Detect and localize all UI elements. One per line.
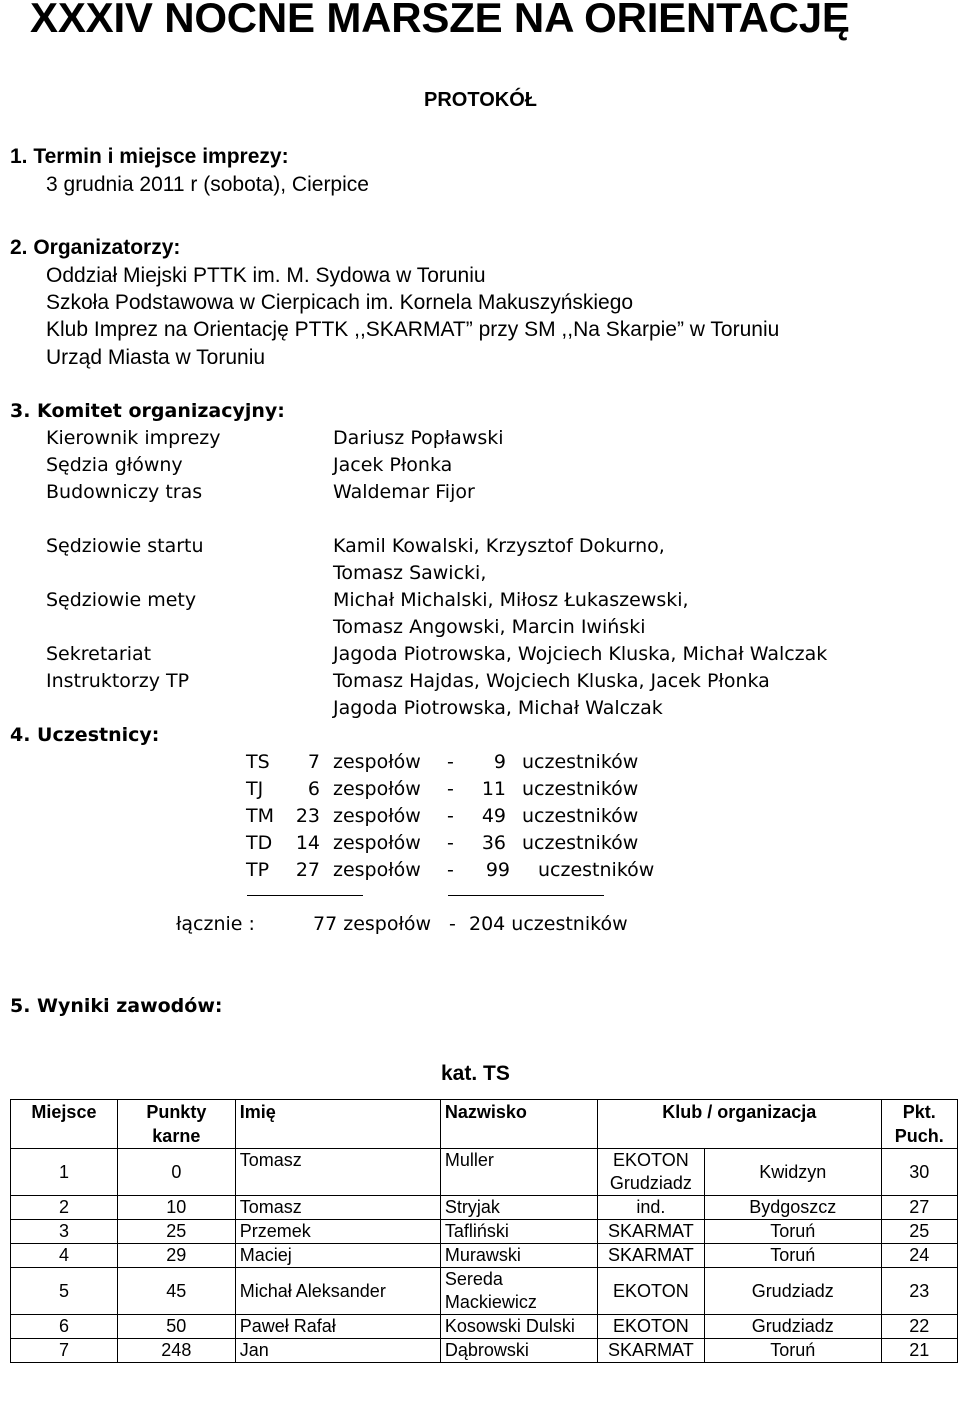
cell-cup-points: 25 — [881, 1220, 957, 1244]
cell-city: Toruń — [704, 1220, 881, 1244]
participant-dash: - — [447, 859, 454, 881]
participant-people: 49 — [481, 805, 506, 827]
participant-people: 36 — [481, 832, 506, 854]
total-teams: 77 zespołów — [313, 913, 432, 935]
cell-first-name: Tomasz — [235, 1149, 440, 1196]
cell-cup-points: 27 — [881, 1196, 957, 1220]
cell-last-name: Muller — [440, 1149, 597, 1196]
role-names: Michał Michalski, Miłosz Łukaszewski, — [333, 589, 689, 611]
participant-teams-word: zespołów — [333, 778, 421, 800]
role-names: Tomasz Hajdas, Wojciech Kluska, Jacek Płonka — [333, 670, 770, 692]
cell-cup-points: 24 — [881, 1244, 957, 1268]
header-place: Miejsce — [11, 1100, 118, 1149]
cell-club: SKARMAT — [597, 1220, 704, 1244]
sum-rule — [448, 895, 604, 896]
event-date: 3 grudnia 2011 r (sobota), Cierpice — [46, 173, 369, 196]
organizer-line: Szkoła Podstawowa w Cierpicach im. Kornela Makuszyńskiego — [46, 291, 634, 314]
table-row — [11, 1220, 958, 1244]
organizer-line: Klub Imprez na Orientację PTTK ,,SKARMAT” przy SM ,,Na Skarpie” w Toruniu — [46, 318, 780, 341]
participant-teams-word: zespołów — [333, 751, 421, 773]
role-names: Kamil Kowalski, Krzysztof Dokurno, — [333, 535, 665, 557]
total-dash: - — [449, 913, 456, 935]
cell-first-name: Jan — [235, 1339, 440, 1363]
role-names: Jacek Płonka — [333, 454, 453, 476]
participant-category: TP — [246, 859, 270, 881]
cell-last-name: Stryjak — [440, 1196, 597, 1220]
cell-club: EKOTON — [597, 1268, 704, 1315]
participant-teams-word: zespołów — [333, 859, 421, 881]
cell-place: 5 — [11, 1268, 118, 1315]
participant-teams: 6 — [307, 778, 320, 800]
cell-cup-points: 21 — [881, 1339, 957, 1363]
section-4-heading: 4. Uczestnicy: — [10, 724, 160, 746]
cell-city: Toruń — [704, 1244, 881, 1268]
cell-last-name: Dąbrowski — [440, 1339, 597, 1363]
role-names: Tomasz Angowski, Marcin Iwiński — [333, 616, 646, 638]
table-row — [11, 1149, 958, 1196]
participant-category: TJ — [246, 778, 264, 800]
cell-city: Grudziadz — [704, 1268, 881, 1315]
section-1-heading: 1. Termin i miejsce imprezy: — [10, 145, 289, 168]
cell-last-name: Kosowski Dulski — [440, 1315, 597, 1339]
role-label: Budowniczy tras — [46, 481, 203, 503]
participant-people-word: uczestników — [522, 832, 639, 854]
role-label: Instruktorzy TP — [46, 670, 190, 692]
participant-people-word: uczestników — [522, 778, 639, 800]
cell-city: Bydgoszcz — [704, 1196, 881, 1220]
participant-dash: - — [447, 805, 454, 827]
category-heading: kat. TS — [441, 1062, 510, 1085]
role-label: Sędziowie mety — [46, 589, 197, 611]
participant-people-word: uczestników — [538, 859, 655, 881]
participant-teams: 27 — [295, 859, 320, 881]
table-header-row — [11, 1100, 958, 1149]
cell-place: 4 — [11, 1244, 118, 1268]
cell-cup-points: 23 — [881, 1268, 957, 1315]
participant-category: TD — [246, 832, 273, 854]
section-2-heading: 2. Organizatorzy: — [10, 236, 181, 259]
cell-club: SKARMAT — [597, 1244, 704, 1268]
cell-place: 2 — [11, 1196, 118, 1220]
cell-last-name: Tafliński — [440, 1220, 597, 1244]
organizer-line: Urząd Miasta w Toruniu — [46, 346, 266, 369]
protocol-heading: PROTOKÓŁ — [424, 89, 537, 111]
cell-points: 10 — [117, 1196, 235, 1220]
cell-place: 6 — [11, 1315, 118, 1339]
role-names: Dariusz Popławski — [333, 427, 504, 449]
cell-last-name: Sereda Mackiewicz — [440, 1268, 597, 1315]
results-table — [10, 1099, 958, 1363]
role-names: Tomasz Sawicki, — [333, 562, 487, 584]
participant-people: 11 — [481, 778, 506, 800]
participant-people-word: uczestników — [522, 805, 639, 827]
participant-teams: 7 — [307, 751, 320, 773]
cell-first-name: Przemek — [235, 1220, 440, 1244]
cell-points: 45 — [117, 1268, 235, 1315]
header-club: Klub / organizacja — [597, 1100, 881, 1149]
section-5-heading: 5. Wyniki zawodów: — [10, 995, 223, 1017]
header-points: Punkty karne — [117, 1100, 235, 1149]
table-row — [11, 1315, 958, 1339]
role-label: Sekretariat — [46, 643, 152, 665]
table-row — [11, 1244, 958, 1268]
cell-points: 50 — [117, 1315, 235, 1339]
table-row — [11, 1339, 958, 1363]
sum-rule — [247, 895, 363, 896]
role-label: Sędzia główny — [46, 454, 183, 476]
cell-first-name: Maciej — [235, 1244, 440, 1268]
cell-points: 25 — [117, 1220, 235, 1244]
cell-points: 248 — [117, 1339, 235, 1363]
cell-city: Grudziadz — [704, 1315, 881, 1339]
header-first-name: Imię — [235, 1100, 440, 1149]
cell-cup-points: 30 — [881, 1149, 957, 1196]
cell-place: 3 — [11, 1220, 118, 1244]
role-label: Kierownik imprezy — [46, 427, 221, 449]
participant-dash: - — [447, 778, 454, 800]
role-names: Jagoda Piotrowska, Michał Walczak — [333, 697, 663, 719]
participant-teams-word: zespołów — [333, 805, 421, 827]
total-people: 204 uczestników — [469, 913, 628, 935]
organizer-line: Oddział Miejski PTTK im. M. Sydowa w Toruniu — [46, 264, 486, 287]
participant-people-word: uczestników — [522, 751, 639, 773]
cell-first-name: Tomasz — [235, 1196, 440, 1220]
role-label: Sędziowie startu — [46, 535, 204, 557]
cell-first-name: Michał Aleksander — [235, 1268, 440, 1315]
cell-points: 0 — [117, 1149, 235, 1196]
role-names: Waldemar Fijor — [333, 481, 475, 503]
cell-club: EKOTON Grudziadz — [597, 1149, 704, 1196]
table-row — [11, 1196, 958, 1220]
participant-teams-word: zespołów — [333, 832, 421, 854]
participant-category: TM — [246, 805, 274, 827]
total-label: łącznie : — [176, 913, 255, 935]
cell-place: 1 — [11, 1149, 118, 1196]
participant-teams: 23 — [295, 805, 320, 827]
table-row — [11, 1268, 958, 1315]
section-3-heading: 3. Komitet organizacyjny: — [10, 400, 285, 422]
participant-teams: 14 — [295, 832, 320, 854]
cell-points: 29 — [117, 1244, 235, 1268]
participant-dash: - — [447, 751, 454, 773]
cell-club: EKOTON — [597, 1315, 704, 1339]
participant-people: 9 — [493, 751, 506, 773]
role-names: Jagoda Piotrowska, Wojciech Kluska, Michał Walczak — [333, 643, 828, 665]
cell-city: Toruń — [704, 1339, 881, 1363]
participant-people: 99 — [485, 859, 510, 881]
cell-club: SKARMAT — [597, 1339, 704, 1363]
cell-place: 7 — [11, 1339, 118, 1363]
cell-first-name: Paweł Rafał — [235, 1315, 440, 1339]
participant-category: TS — [246, 751, 270, 773]
cell-cup-points: 22 — [881, 1315, 957, 1339]
document-title: XXXIV NOCNE MARSZE NA ORIENTACJĘ — [30, 0, 850, 41]
participant-dash: - — [447, 832, 454, 854]
header-last-name: Nazwisko — [440, 1100, 597, 1149]
cell-city: Kwidzyn — [704, 1149, 881, 1196]
header-points-cup: Pkt. Puch. — [881, 1100, 957, 1149]
cell-last-name: Murawski — [440, 1244, 597, 1268]
cell-club: ind. — [597, 1196, 704, 1220]
